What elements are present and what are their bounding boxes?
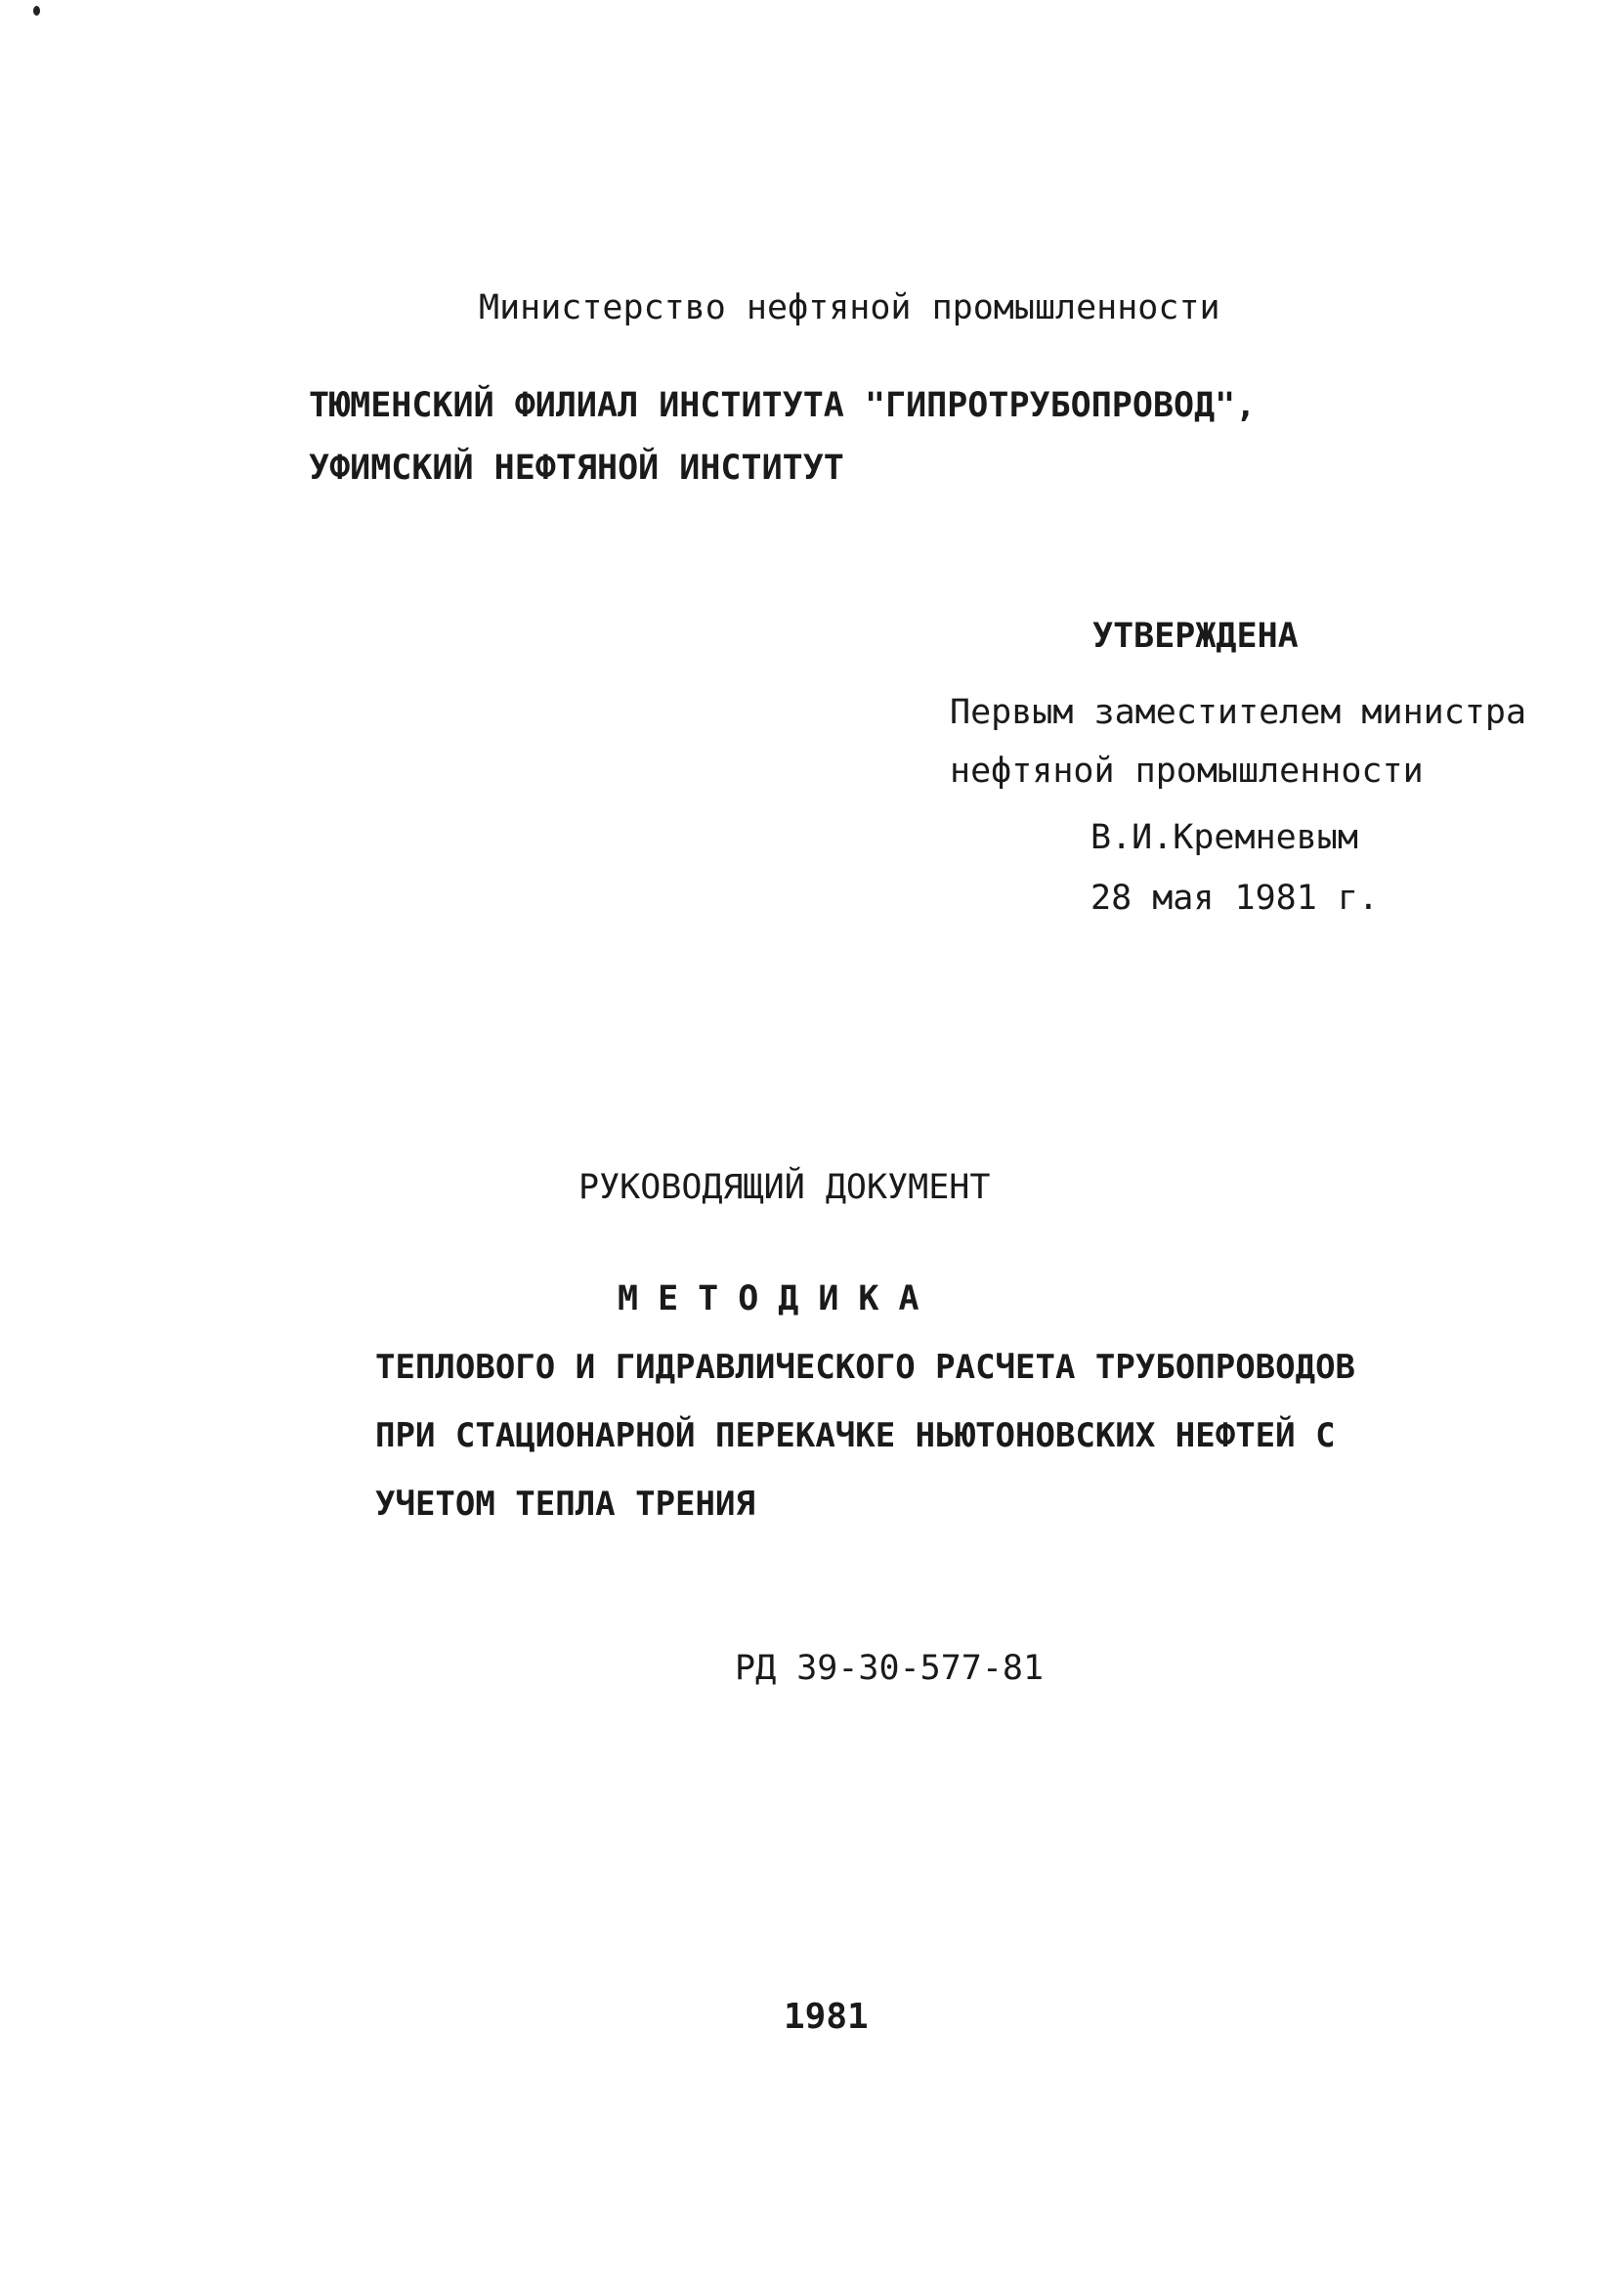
document-code: РД 39-30-577-81 [735,1649,1045,1688]
ministry-name: Министерство нефтяной промышленности [479,288,1220,327]
organization-line-1: ТЮМЕНСКИЙ ФИЛИАЛ ИНСТИТУТА "ГИПРОТРУБОПРОВОД", [309,386,1257,425]
approval-title: УТВЕРЖДЕНА [1092,617,1299,656]
approval-date: 28 мая 1981 г. [1090,879,1380,918]
scan-speck [33,6,40,16]
approval-name: В.И.Кремневым [1090,818,1358,857]
approval-by-line-2: нефтяной промышленности [950,752,1424,791]
document-title-line-3: УЧЕТОМ ТЕПЛА ТРЕНИЯ [375,1485,755,1524]
publication-year: 1981 [784,1997,869,2037]
document-title-line-2: ПРИ СТАЦИОНАРНОЙ ПЕРЕКАЧКЕ НЬЮТОНОВСКИХ НЕФТЕЙ С [375,1416,1336,1455]
organization-line-2: УФИМСКИЙ НЕФТЯНОЙ ИНСТИТУТ [309,449,844,488]
document-title-line-1: ТЕПЛОВОГО И ГИДРАВЛИЧЕСКОГО РАСЧЕТА ТРУБОПРОВОДОВ [375,1348,1356,1387]
approval-by-line-1: Первым заместителем министра [950,693,1527,732]
document-heading: МЕТОДИКА [618,1279,939,1318]
document-type: РУКОВОДЯЩИЙ ДОКУМЕНТ [578,1168,991,1207]
